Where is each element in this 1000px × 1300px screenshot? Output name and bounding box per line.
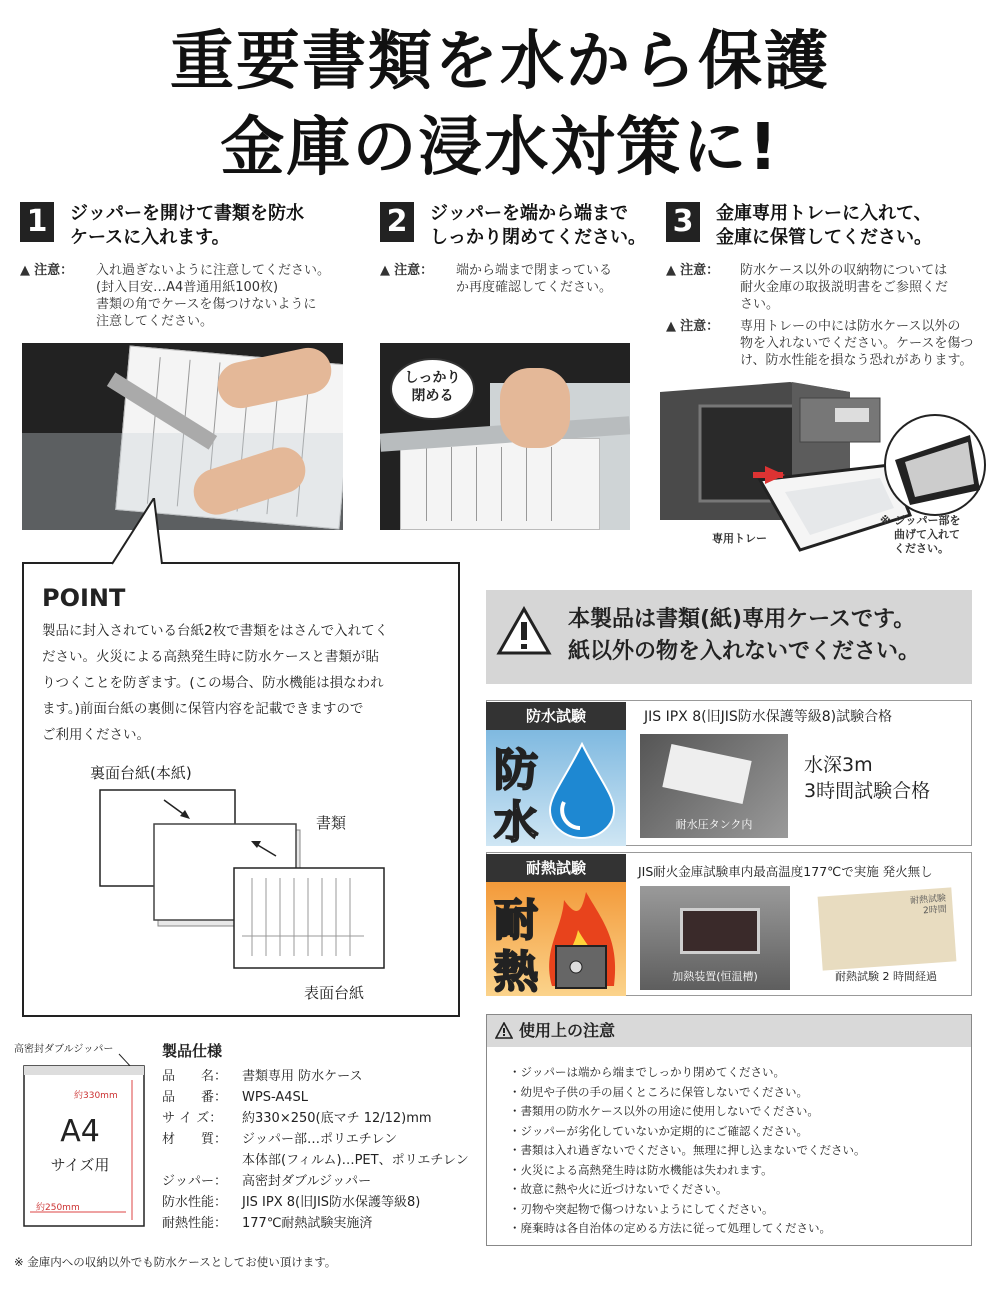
caution-box xyxy=(486,1014,972,1246)
spec-title: 製品仕様 xyxy=(162,1042,223,1060)
test-paper-text xyxy=(910,894,947,918)
step3-note-b3: け、防水性能を損なう恐れがあります。 xyxy=(740,353,973,368)
back-sheet-label: 裏面台紙(本紙) xyxy=(90,764,192,782)
heat-header: JIS耐火金庫試験車内最高温度177℃で実施 発火無し xyxy=(638,864,933,879)
step1-note-4: 注意してください。 xyxy=(96,314,214,329)
bubble-line2: 閉める xyxy=(411,388,454,404)
warning-text xyxy=(568,604,920,668)
caution-list xyxy=(487,1047,971,1239)
warning-triangle-icon: ▲ xyxy=(666,319,676,334)
spec-row: 品 番： WPS-A4SL xyxy=(162,1090,309,1105)
heat-photo-1 xyxy=(640,886,790,990)
step3-notes-a xyxy=(740,262,980,313)
case-in-tank xyxy=(662,744,751,804)
zip-note-2: 曲げて入れて xyxy=(894,528,960,541)
step1-photo xyxy=(22,343,343,530)
headline-line2: 金庫の浸水対策に! xyxy=(220,111,780,185)
heat-label: 耐熱試験 xyxy=(486,854,626,882)
spec-row: 本体部(フィルム)…PET、ポリエチレン xyxy=(242,1153,469,1168)
waterproof-icon-bg xyxy=(486,730,626,846)
step3-note-a1: 防水ケース以外の収納物については xyxy=(740,263,948,278)
step2-notes xyxy=(456,262,636,296)
waterproof-result2: 3時間試験合格 xyxy=(804,780,931,802)
bubble-text xyxy=(390,369,475,405)
step2-title-line2: しっかり閉めてください。 xyxy=(430,227,646,248)
step3-notes-b xyxy=(740,318,980,369)
step3-note-label-a: ▲ 注意： xyxy=(666,263,720,278)
waterproof-result1: 水深3m xyxy=(804,754,873,776)
spec-row: 品 名： 書類専用 防水ケース xyxy=(162,1069,363,1084)
caution-item: ・書類用の防水ケース以外の用途に使用しないでください。 xyxy=(509,1104,819,1118)
step3-note-label-b: ▲ 注意： xyxy=(666,319,720,334)
warning-triangle-icon: ▲ xyxy=(666,263,676,278)
docs-label: 書類 xyxy=(316,814,347,832)
warning-line2: 紙以外の物を入れないでください。 xyxy=(568,639,921,664)
step3-note-b2: 物を入れないでください。ケースを傷つ xyxy=(740,336,974,351)
caution-item: ・刃物や突起物で傷つけないようにしてください。 xyxy=(509,1201,774,1216)
test-paper-text-1: 耐熱試験 xyxy=(909,893,947,907)
step2-number: 2 xyxy=(380,202,414,242)
footnote: ※ 金庫内への収納以外でも防水ケースとしてお使い頂けます。 xyxy=(14,1255,337,1269)
step1-notes xyxy=(96,262,351,330)
caution-title: 使用上の注意 xyxy=(519,1021,616,1040)
tray-label: 専用トレー xyxy=(712,532,767,545)
step1-note-2: (封入目安…A4普通用紙100枚) xyxy=(96,280,279,295)
a4-label: A4 xyxy=(60,1114,100,1149)
step3-title-line1: 金庫専用トレーに入れて、 xyxy=(716,203,932,224)
step3-note-b1: 専用トレーの中には防水ケース以外の xyxy=(740,319,961,334)
spec-row: サ イ ズ： 約330×250(底マチ 12/12)mm xyxy=(162,1111,432,1126)
zip-note-3: ください。 xyxy=(894,542,949,555)
step1-number: 1 xyxy=(20,202,54,242)
step2-title-line1: ジッパーを端から端まで xyxy=(430,203,628,224)
caution-item: ・ジッパーは端から端までしっかり閉めてください。 xyxy=(509,1065,785,1079)
safe-panel xyxy=(835,408,869,422)
front-sheet-label: 表面台紙 xyxy=(304,984,365,1002)
waterproof-photo xyxy=(640,734,788,838)
heat-big2: 熱 xyxy=(494,947,538,998)
point-line-1: 製品に封入されている台紙2枚で書類をはさんで入れてく xyxy=(42,623,389,639)
waterproof-photo-caption: 耐水圧タンク内 xyxy=(675,818,753,831)
spec-row: 耐熱性能： 177℃耐熱試験実施済 xyxy=(162,1216,373,1231)
spec-table xyxy=(162,1066,482,1234)
point-line-5: ご利用ください。 xyxy=(42,727,150,743)
point-line-3: りつくことを防ぎます。(この場合、防水機能は損なわれ xyxy=(42,675,384,691)
zip-note-1: ※ ジッパー部を xyxy=(880,514,961,527)
point-title: POINT xyxy=(42,584,126,612)
step1-title xyxy=(70,202,304,250)
step2-title xyxy=(430,202,646,250)
spec-row: 防水性能： JIS IPX 8(旧JIS防水保護等級8) xyxy=(162,1195,421,1210)
front-sheet xyxy=(234,868,384,968)
caution-item: ・ジッパーが劣化していないか定期的にご確認ください。 xyxy=(509,1123,808,1138)
sheets-diagram xyxy=(96,786,392,974)
spec-row: 材 質： ジッパー部…ポリエチレン xyxy=(162,1132,398,1147)
warning-icon xyxy=(495,1022,513,1039)
caution-item: ・書類は入れ過ぎないでください。無理に押し込まないでください。 xyxy=(509,1143,866,1157)
step1-note-3: 書類の角でケースを傷つけないように xyxy=(96,297,317,312)
water-drop-icon xyxy=(544,740,620,840)
step2-note-label: ▲ 注意： xyxy=(380,263,434,278)
caution-item: ・故意に熱や火に近づけないでください。 xyxy=(509,1182,728,1196)
heating-device xyxy=(680,908,760,954)
step1-note-label: ▲ 注意： xyxy=(20,263,74,278)
warning-icon xyxy=(496,606,552,656)
dim-h-label: 約330mm xyxy=(74,1091,118,1101)
case-zipper xyxy=(24,1066,144,1075)
heat-big1: 耐 xyxy=(494,895,538,946)
caution-item: ・廃棄時は各自治体の定める方法に従って処理してください。 xyxy=(509,1221,831,1235)
point-text xyxy=(42,618,452,748)
warning-triangle-icon: ▲ xyxy=(380,263,390,278)
point-line-4: ます。)前面台紙の裏側に保管内容を記載できますので xyxy=(42,701,364,717)
caution-item: ・火災による高熱発生時は防水機能は失われます。 xyxy=(509,1162,773,1177)
step3-title xyxy=(716,202,932,250)
dim-w-label: 約250mm xyxy=(36,1203,80,1213)
step3-number: 3 xyxy=(666,202,700,242)
test-paper xyxy=(818,887,957,970)
warning-triangle-icon: ▲ xyxy=(20,263,30,278)
fire-safe-icon xyxy=(542,890,622,994)
hand xyxy=(500,368,570,448)
step1-note-1: 入れ過ぎないように注意してください。 xyxy=(96,263,331,278)
bubble-line1: しっかり xyxy=(404,370,461,386)
warning-line1: 本製品は書類(紙)専用ケースです。 xyxy=(568,607,916,632)
waterproof-big2: 水 xyxy=(494,797,538,848)
step3-title-line2: 金庫に保管してください。 xyxy=(716,227,932,248)
step1-title-line1: ジッパーを開けて書類を防水 xyxy=(70,203,304,224)
size-label: サイズ用 xyxy=(50,1156,110,1174)
heat-icon-bg xyxy=(486,882,626,996)
step3-note-a2: 耐火金庫の取扱説明書をご参照くだ xyxy=(740,280,949,295)
headline-line1: 重要書類を水から保護 xyxy=(170,25,830,99)
heat-photo-caption-2: 耐熱試験 2 時間経過 xyxy=(835,970,937,983)
test-paper-text-2: 2時間 xyxy=(922,904,948,917)
waterproof-result xyxy=(804,752,930,804)
heat-photo-2 xyxy=(806,886,966,990)
spec-row: ジッパー： 高密封ダブルジッパー xyxy=(162,1174,372,1189)
zipper-label: 高密封ダブルジッパー xyxy=(14,1044,114,1055)
document-sheet xyxy=(400,438,600,530)
waterproof-big1: 防 xyxy=(494,745,538,796)
step2-note-1: 端から端まで閉まっている xyxy=(456,263,613,278)
waterproof-label: 防水試験 xyxy=(486,702,626,730)
caution-header xyxy=(487,1015,971,1047)
waterproof-header: JIS IPX 8(旧JIS防水保護等級8)試験合格 xyxy=(644,709,893,725)
point-line-2: ださい。火災による高熱発生時に防水ケースと書類が貼 xyxy=(42,649,379,665)
caution-item: ・幼児や子供の手の届くところに保管しないでください。 xyxy=(509,1084,808,1099)
step3-note-a3: さい。 xyxy=(740,297,780,312)
heat-photo-caption-1: 加熱装置(恒温槽) xyxy=(672,970,758,983)
zip-note xyxy=(880,514,961,556)
point-callout-tail xyxy=(92,498,172,566)
step2-photo xyxy=(380,343,630,530)
step2-note-2: か再度確認してください。 xyxy=(456,280,613,295)
step1-title-line2: ケースに入れます。 xyxy=(70,227,230,248)
